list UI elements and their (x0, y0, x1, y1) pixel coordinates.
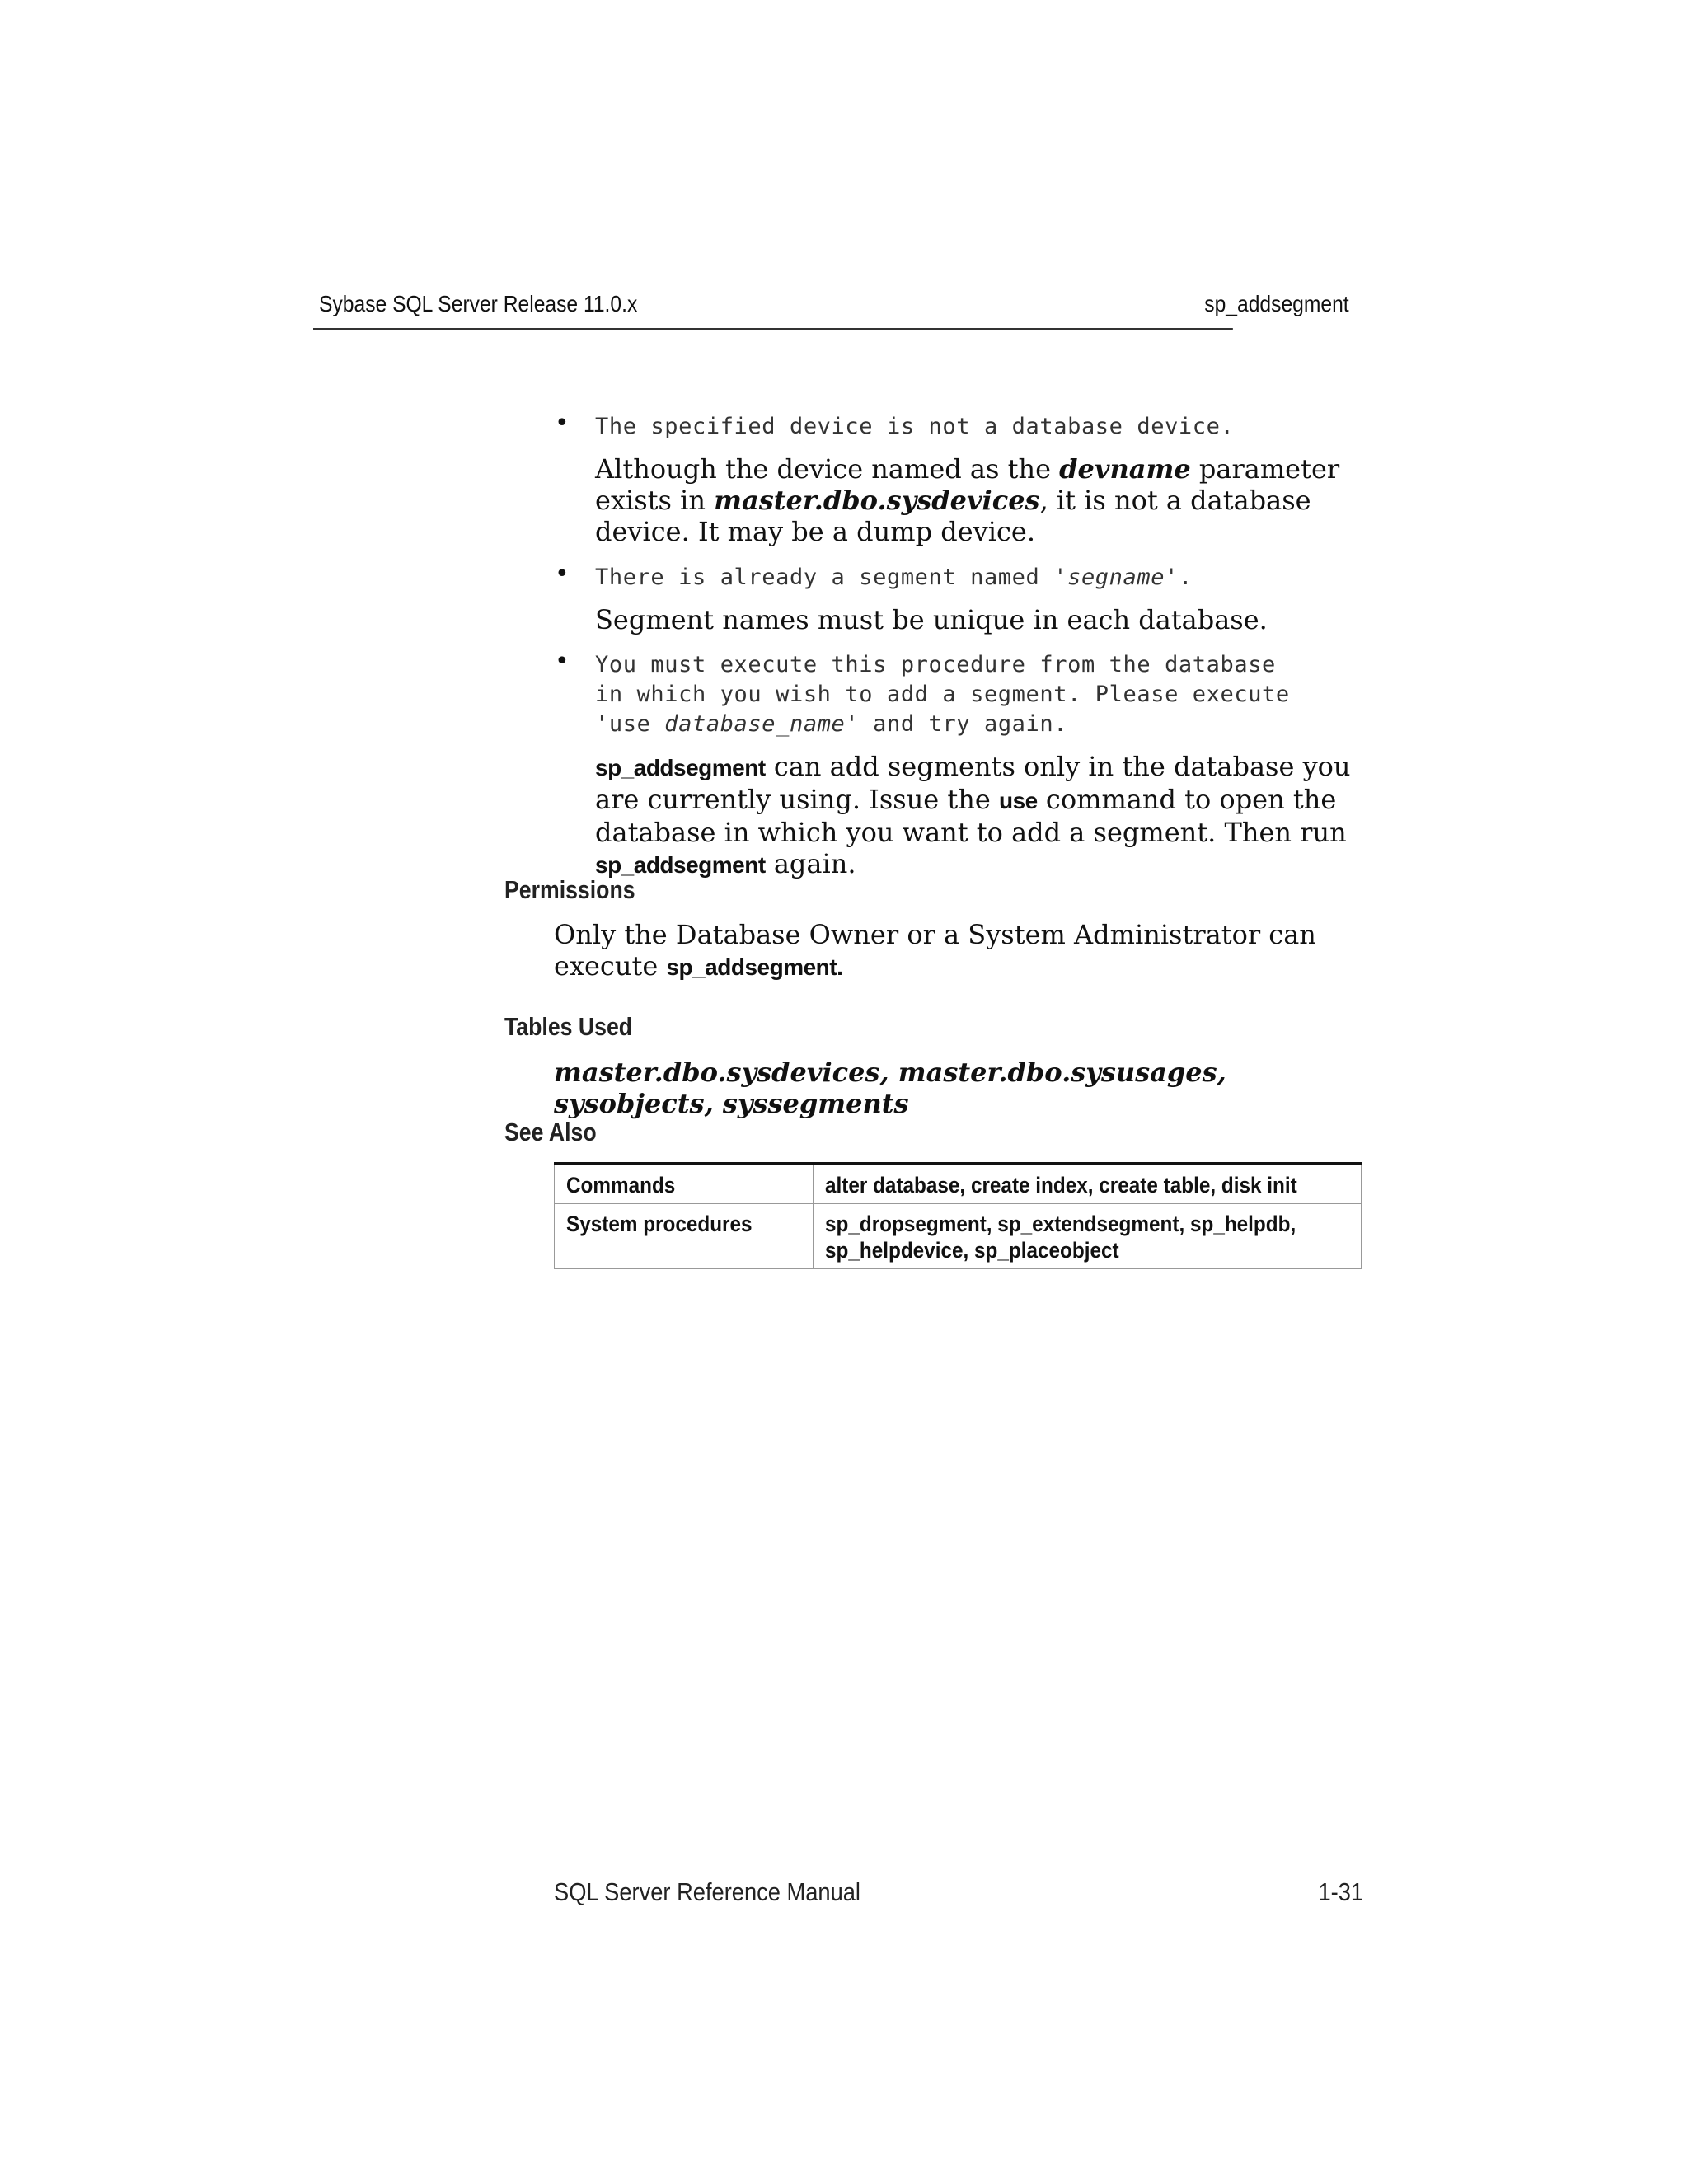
table-cell-category: System procedures (555, 1204, 814, 1269)
permissions-heading: Permissions (504, 875, 635, 904)
permissions-text: Only the Database Owner or a System Administrator can execute sp_addsegment. (554, 919, 1316, 982)
running-header (313, 288, 1349, 330)
devname-param: devname (1059, 453, 1191, 485)
message-1-code: The specified device is not a database device. (595, 414, 1235, 439)
bullet-3: • (555, 647, 570, 676)
header-section: sp_addsegment (1204, 291, 1349, 316)
bullet-2: • (555, 560, 570, 588)
footer-title: SQL Server Reference Manual (554, 1877, 861, 1906)
table-cell-items: sp_dropsegment, sp_extendsegment, sp_helpdb, sp_helpdevice, sp_placeobject (813, 1204, 1361, 1269)
bullet-1: • (555, 409, 570, 438)
tables-used-list: master.dbo.sysdevices, master.dbo.sysusages, sysobjects, syssegments (554, 1057, 1226, 1119)
message-3-explanation: sp_addsegment can add segments only in the database you are currently using. Issue the use command to open the database in which you want to add a segment. Then run sp_addsegment again. (595, 751, 1351, 879)
table-row (555, 1204, 1362, 1269)
message-3-code-line-3: 'use database_name' and try again. (595, 711, 1068, 737)
message-3-code-line-2: in which you wish to add a segment. Please execute (595, 682, 1290, 707)
see-also-table (554, 1162, 1362, 1269)
tables-used-heading: Tables Used (504, 1012, 633, 1041)
header-release: Sybase SQL Server Release 11.0.x (319, 291, 638, 316)
sysdevices-table: master.dbo.sysdevices (714, 485, 1040, 516)
see-also-heading: See Also (504, 1118, 597, 1146)
message-2-code: There is already a segment named 'segname'. (595, 565, 1193, 590)
table-cell-items: alter database, create index, create table, disk init (813, 1164, 1361, 1204)
table-cell-category: Commands (555, 1164, 814, 1204)
message-2-explanation: Segment names must be unique in each database. (595, 604, 1268, 635)
message-3-code-line-1: You must execute this procedure from the database (595, 652, 1276, 677)
message-1-explanation: Although the device named as the devname parameter exists in master.dbo.sysdevices, it is not a database device. It may be a dump device. (595, 453, 1340, 547)
page-number: 1-31 (1318, 1877, 1363, 1906)
table-row (555, 1164, 1362, 1204)
